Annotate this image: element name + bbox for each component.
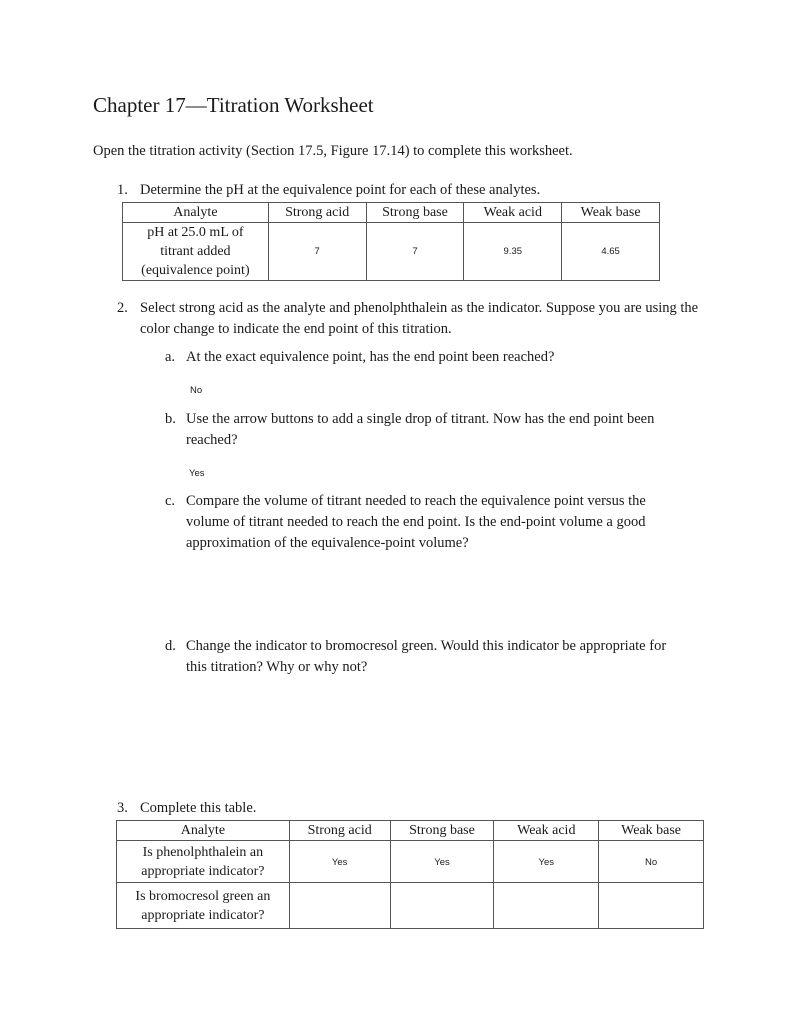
q3-number: 3.	[117, 800, 128, 816]
q3-row2-weak-acid[interactable]	[494, 883, 599, 929]
q3-row1-label-line: Is phenolphthalein an	[142, 844, 264, 860]
q1-header-strong-base: Strong base	[366, 203, 464, 223]
q3-header-strong-acid: Strong acid	[289, 821, 390, 841]
q1-header-weak-base: Weak base	[562, 203, 660, 223]
q2b-text: Use the arrow buttons to add a single drop of titrant. Now has the end point been reached?	[186, 411, 655, 448]
q1-number: 1.	[117, 182, 128, 198]
q2b-answer[interactable]: Yes	[189, 468, 205, 479]
q3-row2-label	[117, 883, 290, 929]
q2d-text: Change the indicator to bromocresol green. Would this indicator be appropriate for this titration? Why or why not?	[186, 638, 667, 675]
q3-table	[116, 820, 704, 929]
q3-row1-label-line: appropriate indicator?	[141, 863, 265, 879]
q2a-letter: a.	[165, 349, 176, 365]
q3-row2-label-line: appropriate indicator?	[141, 907, 265, 923]
q1-header-weak-acid: Weak acid	[464, 203, 562, 223]
q1-cell-weak-base[interactable]: 4.65	[562, 223, 660, 281]
q1-header-strong-acid: Strong acid	[268, 203, 366, 223]
q1-row-label-line: (equivalence point)	[141, 263, 250, 278]
q3-text: Complete this table.	[140, 800, 257, 816]
q3-row1-label	[117, 841, 290, 883]
q1-row-label	[123, 223, 269, 281]
q3-header-analyte: Analyte	[117, 821, 290, 841]
q3-row2-label-line: Is bromocresol green an	[135, 888, 271, 904]
q3-row1-weak-base[interactable]: No	[599, 841, 704, 883]
q2a-text: At the exact equivalence point, has the end point been reached?	[186, 349, 555, 365]
q2-number: 2.	[117, 300, 128, 316]
q3-row1-weak-acid[interactable]: Yes	[494, 841, 599, 883]
q3-row1-strong-base[interactable]: Yes	[390, 841, 494, 883]
q1-header-analyte: Analyte	[123, 203, 269, 223]
q3-header-strong-base: Strong base	[390, 821, 494, 841]
q2b-letter: b.	[165, 411, 176, 427]
q3-row1-strong-acid[interactable]: Yes	[289, 841, 390, 883]
q3-row2-weak-base[interactable]	[599, 883, 704, 929]
q2-text: Select strong acid as the analyte and phenolphthalein as the indicator. Suppose you are using the color change to indicate the end point of this titration.	[140, 300, 699, 337]
q2a-answer[interactable]: No	[190, 385, 203, 396]
q2c-text: Compare the volume of titrant needed to reach the equivalence point versus the volume of titrant needed to reach the end point. Is the end-point volume a good approximation of the equivalence-point volume?	[186, 493, 646, 551]
q1-cell-strong-base[interactable]: 7	[366, 223, 464, 281]
q1-text: Determine the pH at the equivalence point for each of these analytes.	[140, 182, 541, 198]
q3-row2-strong-acid[interactable]	[289, 883, 390, 929]
q3-header-weak-acid: Weak acid	[494, 821, 599, 841]
intro-text: Open the titration activity (Section 17.5, Figure 17.14) to complete this worksheet.	[93, 143, 573, 159]
q1-row-label-line: titrant added	[160, 244, 231, 259]
q1-cell-weak-acid[interactable]: 9.35	[464, 223, 562, 281]
q1-table	[122, 202, 660, 281]
q2d-letter: d.	[165, 638, 176, 654]
q3-row2-strong-base[interactable]	[390, 883, 494, 929]
q2c-letter: c.	[165, 493, 176, 509]
page-title: Chapter 17—Titration Worksheet	[93, 93, 374, 117]
q1-row-label-line: pH at 25.0 mL of	[147, 225, 244, 240]
q1-cell-strong-acid[interactable]: 7	[268, 223, 366, 281]
q3-header-weak-base: Weak base	[599, 821, 704, 841]
